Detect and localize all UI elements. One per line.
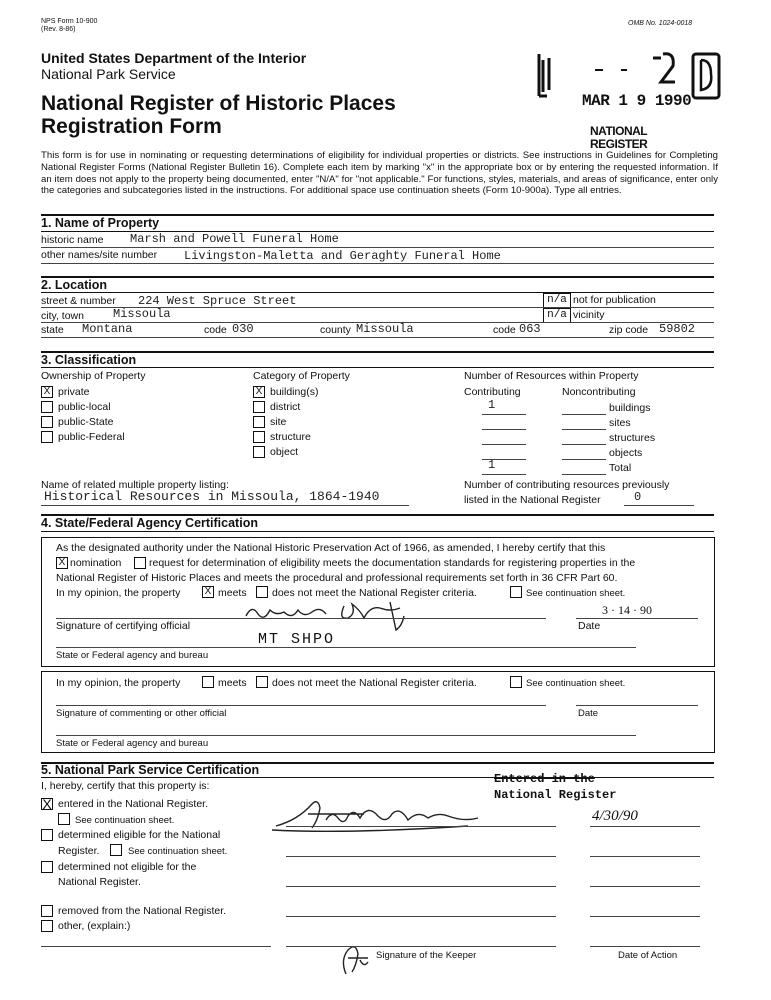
section2-heading: 2. Location <box>41 278 107 292</box>
county-value[interactable]: Missoula <box>356 322 414 336</box>
date-of-action-label: Date of Action <box>618 950 678 961</box>
continuation-label: See continuation sheet. <box>526 588 626 599</box>
zip-label: zip code <box>609 324 649 336</box>
omb-number: OMB No. 1024-0018 <box>628 20 693 27</box>
section3-heading: 3. Classification <box>41 353 137 367</box>
county-code-value[interactable]: 063 <box>519 322 541 336</box>
section5-heading: 5. National Park Service Certification <box>41 763 260 777</box>
ownership-private-checkbox[interactable]: X <box>41 386 53 398</box>
ownership-public-state-label: public-State <box>58 416 114 428</box>
state-code-label: code <box>204 324 227 336</box>
form-revision: (Rev. 8-86) <box>41 26 76 33</box>
stamp-register: REGISTER <box>590 137 648 151</box>
resources-label: Number of Resources within Property <box>464 370 639 382</box>
certifying-date-value[interactable]: 3 · 14 · 90 <box>602 603 652 617</box>
keeper-date-value[interactable]: 4/30/90 <box>592 808 638 824</box>
previously-listed-label-1: Number of contributing resources previously <box>464 479 670 491</box>
other-checkbox[interactable] <box>41 920 53 932</box>
ownership-private-label: private <box>58 386 90 398</box>
determined-eligible-label: determined eligible for the National <box>58 829 221 841</box>
continuation2-checkbox[interactable] <box>510 676 522 688</box>
entered-checkbox[interactable]: X <box>42 796 52 812</box>
determined-continuation-checkbox[interactable] <box>110 844 122 856</box>
historic-name-value[interactable]: Marsh and Powell Funeral Home <box>130 232 339 246</box>
ownership-public-local-checkbox[interactable] <box>41 401 53 413</box>
department-name: United States Department of the Interior <box>41 50 307 66</box>
certifying-signature-label: Signature of certifying official <box>56 620 191 632</box>
meets-checkbox[interactable]: X <box>202 586 214 598</box>
multiple-listing-value[interactable]: Historical Resources in Missoula, 1864-1940 <box>44 489 380 504</box>
nomination-label: nomination <box>70 557 122 569</box>
does-not-meet2-label: does not meet the National Register criteria. <box>272 677 477 689</box>
certifying-signature <box>240 596 410 634</box>
stamp-entered-in-the: Entered in the <box>494 772 595 786</box>
not-for-publication-label: not for publication <box>573 294 656 306</box>
ownership-label: Ownership of Property <box>41 370 146 382</box>
city-label: city, town <box>41 310 84 322</box>
resources-sites-label: sites <box>609 417 631 429</box>
received-stamp-date: MAR 1 9 1990 <box>582 92 692 110</box>
commenting-date-label: Date <box>578 708 599 719</box>
instructions: This form is for use in nominating or requesting determinations of eligibility for individual properties or districts. See instructions in Guidelines for Completing National Register Forms (National Register Bulletin 16). Complete each item by marking "x" in the appropriate box or by entering the requested information. If an item does not apply to the property being documented, enter "N/A" for "not applicable." For functions, styles, materials, and areas of significance, enter only the categories and subcategories listed in the instructions. For additional space use continuation sheets (Form 10-900a). Type all entries. <box>41 150 718 197</box>
removed-checkbox[interactable] <box>41 905 53 917</box>
form-number: NPS Form 10-900 <box>41 18 98 25</box>
commenting-signature-label: Signature of commenting or other official <box>56 708 227 719</box>
agency-label: State or Federal agency and bureau <box>56 650 209 661</box>
street-label: street & number <box>41 295 116 307</box>
other-names-value[interactable]: Livingston-Maletta and Geraghty Funeral Home <box>184 249 501 263</box>
not-eligible-register-label: National Register. <box>58 876 141 888</box>
entered-continuation-label: See continuation sheet. <box>75 815 175 826</box>
continuation-checkbox[interactable] <box>510 586 522 598</box>
opinion-lead: In my opinion, the property <box>56 587 181 599</box>
keeper-signature-label: Signature of the Keeper <box>376 950 477 961</box>
continuation2-label: See continuation sheet. <box>526 678 626 689</box>
category-district-checkbox[interactable] <box>253 401 265 413</box>
historic-name-label: historic name <box>41 234 104 246</box>
form-title-line1: National Register of Historic Places <box>41 92 396 115</box>
ownership-public-federal-label: public-Federal <box>58 431 125 443</box>
keeper-initials <box>338 938 372 976</box>
other-label: other, (explain:) <box>58 920 131 932</box>
meets2-checkbox[interactable] <box>202 676 214 688</box>
does-not-meet-label: does not meet the National Register criteria. <box>272 587 477 599</box>
category-site-label: site <box>270 416 287 428</box>
not-eligible-checkbox[interactable] <box>41 861 53 873</box>
nomination-checkbox[interactable]: X <box>56 557 68 569</box>
form-title-line2: Registration Form <box>41 115 222 138</box>
determined-register-label: Register. <box>58 845 100 857</box>
vicinity-box[interactable]: n/a <box>543 308 571 323</box>
category-building-checkbox[interactable]: X <box>253 386 265 398</box>
vicinity-label: vicinity <box>573 309 605 321</box>
certification-para-2: request for determination of eligibility meets the documentation standards for registering properties in the <box>149 557 636 569</box>
not-for-publication-box[interactable]: n/a <box>543 293 571 308</box>
multiple-listing-label: Name of related multiple property listing: <box>41 479 229 491</box>
stamp-national-register: National Register <box>494 788 617 802</box>
contributing-label: Contributing <box>464 386 521 398</box>
previously-listed-label-2: listed in the National Register <box>464 494 601 506</box>
entered-label: entered in the National Register. <box>58 798 209 810</box>
category-building-label: building(s) <box>270 386 319 398</box>
section4-heading: 4. State/Federal Agency Certification <box>41 516 258 530</box>
request-checkbox[interactable] <box>134 557 146 569</box>
county-label: county <box>320 324 351 336</box>
removed-label: removed from the National Register. <box>58 905 227 917</box>
certification-para-1: As the designated authority under the National Historic Preservation Act of 1966, as amended, I hereby certify that this <box>56 542 606 554</box>
meets2-label: meets <box>218 677 247 689</box>
resources-total-label: Total <box>609 462 632 474</box>
category-label: Category of Property <box>253 370 350 382</box>
nps-intro: I, hereby, certify that this property is: <box>41 780 210 792</box>
not-eligible-label: determined not eligible for the <box>58 861 197 873</box>
noncontributing-label: Noncontributing <box>562 386 636 398</box>
state-code-value[interactable]: 030 <box>232 322 254 336</box>
ownership-public-local-label: public-local <box>58 401 111 413</box>
category-object-label: object <box>270 446 299 458</box>
county-code-label: code <box>493 324 516 336</box>
other-names-label: other names/site number <box>41 249 158 261</box>
category-structure-checkbox[interactable] <box>253 431 265 443</box>
keeper-signature <box>268 796 488 836</box>
ownership-public-state-checkbox[interactable] <box>41 416 53 428</box>
category-object-checkbox[interactable] <box>253 446 265 458</box>
service-name: National Park Service <box>41 66 176 82</box>
certifying-date-label: Date <box>578 620 601 632</box>
agency2-label: State or Federal agency and bureau <box>56 738 209 749</box>
resources-structures-label: structures <box>609 432 656 444</box>
stamp-national: NATIONAL <box>590 124 648 138</box>
meets-label: meets <box>218 587 247 599</box>
category-site-checkbox[interactable] <box>253 416 265 428</box>
resources-buildings-label: buildings <box>609 402 651 414</box>
entered-continuation-checkbox[interactable] <box>58 813 70 825</box>
section1-heading: 1. Name of Property <box>41 216 160 230</box>
ownership-public-federal-checkbox[interactable] <box>41 431 53 443</box>
street-value[interactable]: 224 West Spruce Street <box>138 294 297 308</box>
opinion2-lead: In my opinion, the property <box>56 677 181 689</box>
resources-objects-label: objects <box>609 447 643 459</box>
contributing-total-value[interactable]: 1 <box>488 458 496 472</box>
state-label: state <box>41 324 64 336</box>
does-not-meet2-checkbox[interactable] <box>256 676 268 688</box>
determined-eligible-checkbox[interactable] <box>41 829 53 841</box>
category-district-label: district <box>270 401 301 413</box>
state-value[interactable]: Montana <box>82 322 133 336</box>
certification-para-3: National Register of Historic Places and meets the procedural and professional requirements set forth in 36 CFR Part 60. <box>56 572 618 584</box>
contributing-buildings-value[interactable]: 1 <box>488 398 496 412</box>
agency-value[interactable]: MT SHPO <box>258 631 336 648</box>
category-structure-label: structure <box>270 431 311 443</box>
zip-value[interactable]: 59802 <box>659 322 696 336</box>
determined-continuation-label: See continuation sheet. <box>128 846 228 857</box>
previously-listed-value[interactable]: 0 <box>634 490 642 504</box>
city-value[interactable]: Missoula <box>113 307 171 321</box>
